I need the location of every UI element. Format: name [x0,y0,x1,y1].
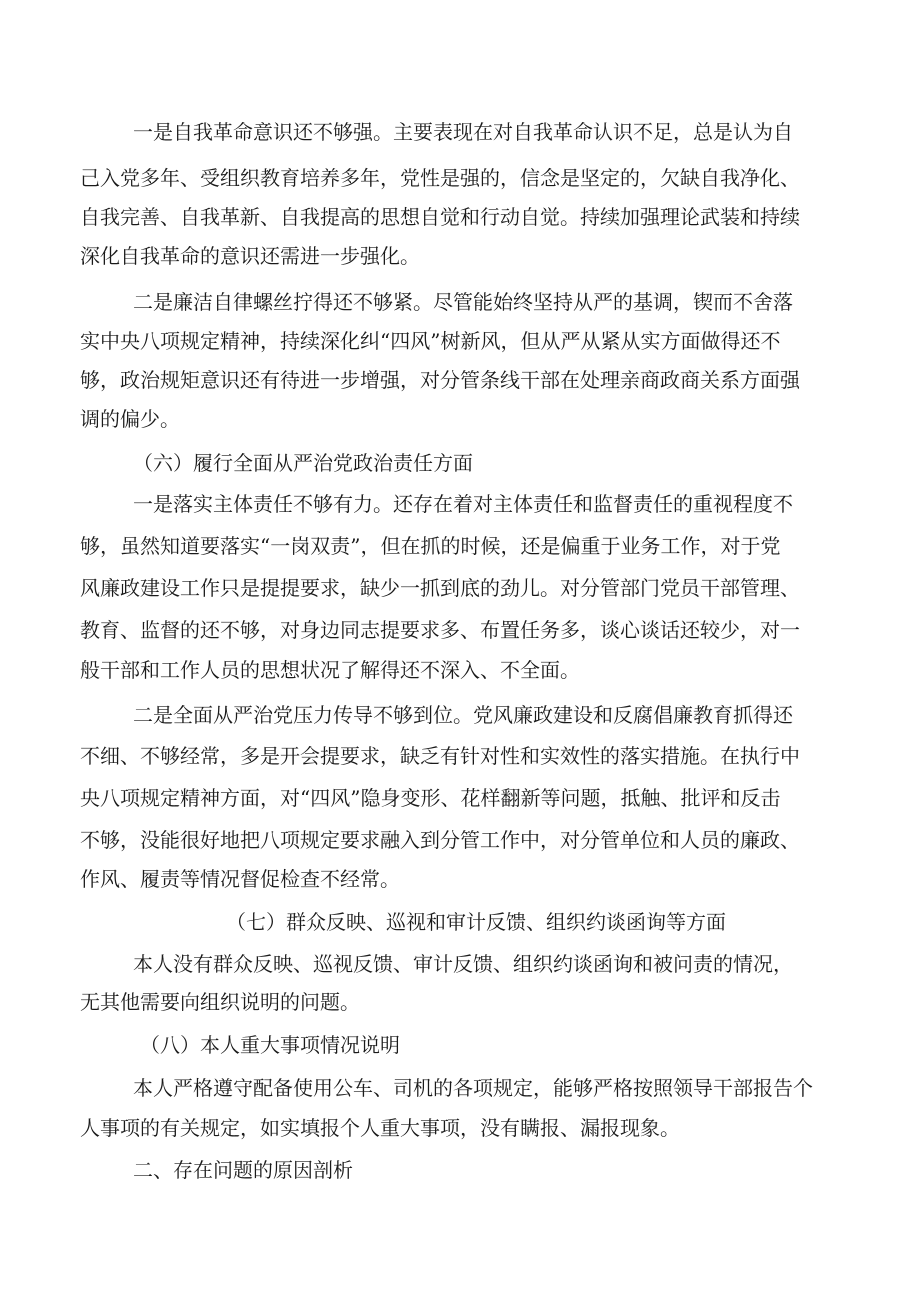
paragraph-line: 够，政治规矩意识还有待进一步增强，对分管条线干部在处理亲商政商关系方面强 [80,368,800,392]
paragraph-line: 二是全面从严治党压力传导不够到位。党风廉政建设和反腐倡廉教育抓得还 [133,703,793,727]
paragraph-line: 不够，没能很好地把八项规定要求融入到分管工作中，对分管单位和人员的廉政、 [80,828,800,852]
paragraph-line: 一是自我革命意识还不够强。主要表现在对自我革命认识不足，总是认为自 [133,120,793,144]
paragraph-line: 作风、履责等情况督促检查不经常。 [80,867,400,891]
paragraph-line: 实中央八项规定精神，持续深化纠“四风”树新风，但从严从紧从实方面做得还不 [80,329,781,353]
section-heading: （七）群众反映、巡视和审计反馈、组织约谈函询等方面 [226,910,726,934]
section-heading: （六）履行全面从严治党政治责任方面 [133,451,473,475]
paragraph-line: 己入党多年、受组织教育培养多年，党性是强的，信念是坚定的，欠缺自我净化、 [80,166,800,190]
paragraph-line: 风廉政建设工作只是提提要求，缺少一抓到底的劲儿。对分管部门党员干部管理、 [80,576,800,600]
paragraph-line: 教育、监督的还不够，对身边同志提要求多、布置任务多，谈心谈话还较少，对一 [80,618,800,642]
paragraph-line: 一是落实主体责任不够有力。还存在着对主体责任和监督责任的重视程度不 [133,492,793,516]
paragraph-line: 人事项的有关规定，如实填报个人重大事项，没有瞒报、漏报现象。 [80,1116,680,1140]
paragraph-line: 央八项规定精神方面，对“四风”隐身变形、花样翻新等问题，抵触、批评和反击 [80,786,781,810]
paragraph-line: 本人没有群众反映、巡视反馈、审计反馈、组织约谈函询和被问责的情况， [133,952,793,976]
paragraph-line: 不细、不够经常，多是开会提要求，缺乏有针对性和实效性的落实措施。在执行中 [80,744,800,768]
paragraph-line: 自我完善、自我革新、自我提高的思想自觉和行动自觉。持续加强理论武装和持续 [80,205,800,229]
section-heading: （八）本人重大事项情况说明 [140,1033,400,1057]
paragraph-line: 调的偏少。 [80,407,180,431]
paragraph-line: 够，虽然知道要落实“一岗双责”，但在抓的时候，还是偏重于业务工作，对于党 [80,534,781,558]
paragraph-line: 无其他需要向组织说明的问题。 [80,990,360,1014]
paragraph-line: 二是廉洁自律螺丝拧得还不够紧。尽管能始终坚持从严的基调，锲而不舍落 [133,290,793,314]
paragraph-line: 般干部和工作人员的思想状况了解得还不深入、不全面。 [80,658,580,682]
chapter-heading: 二、存在问题的原因剖析 [133,1158,353,1182]
paragraph-line: 本人严格遵守配备使用公车、司机的各项规定，能够严格按照领导干部报告个 [133,1076,813,1100]
paragraph-line: 深化自我革命的意识还需进一步强化。 [80,244,420,268]
